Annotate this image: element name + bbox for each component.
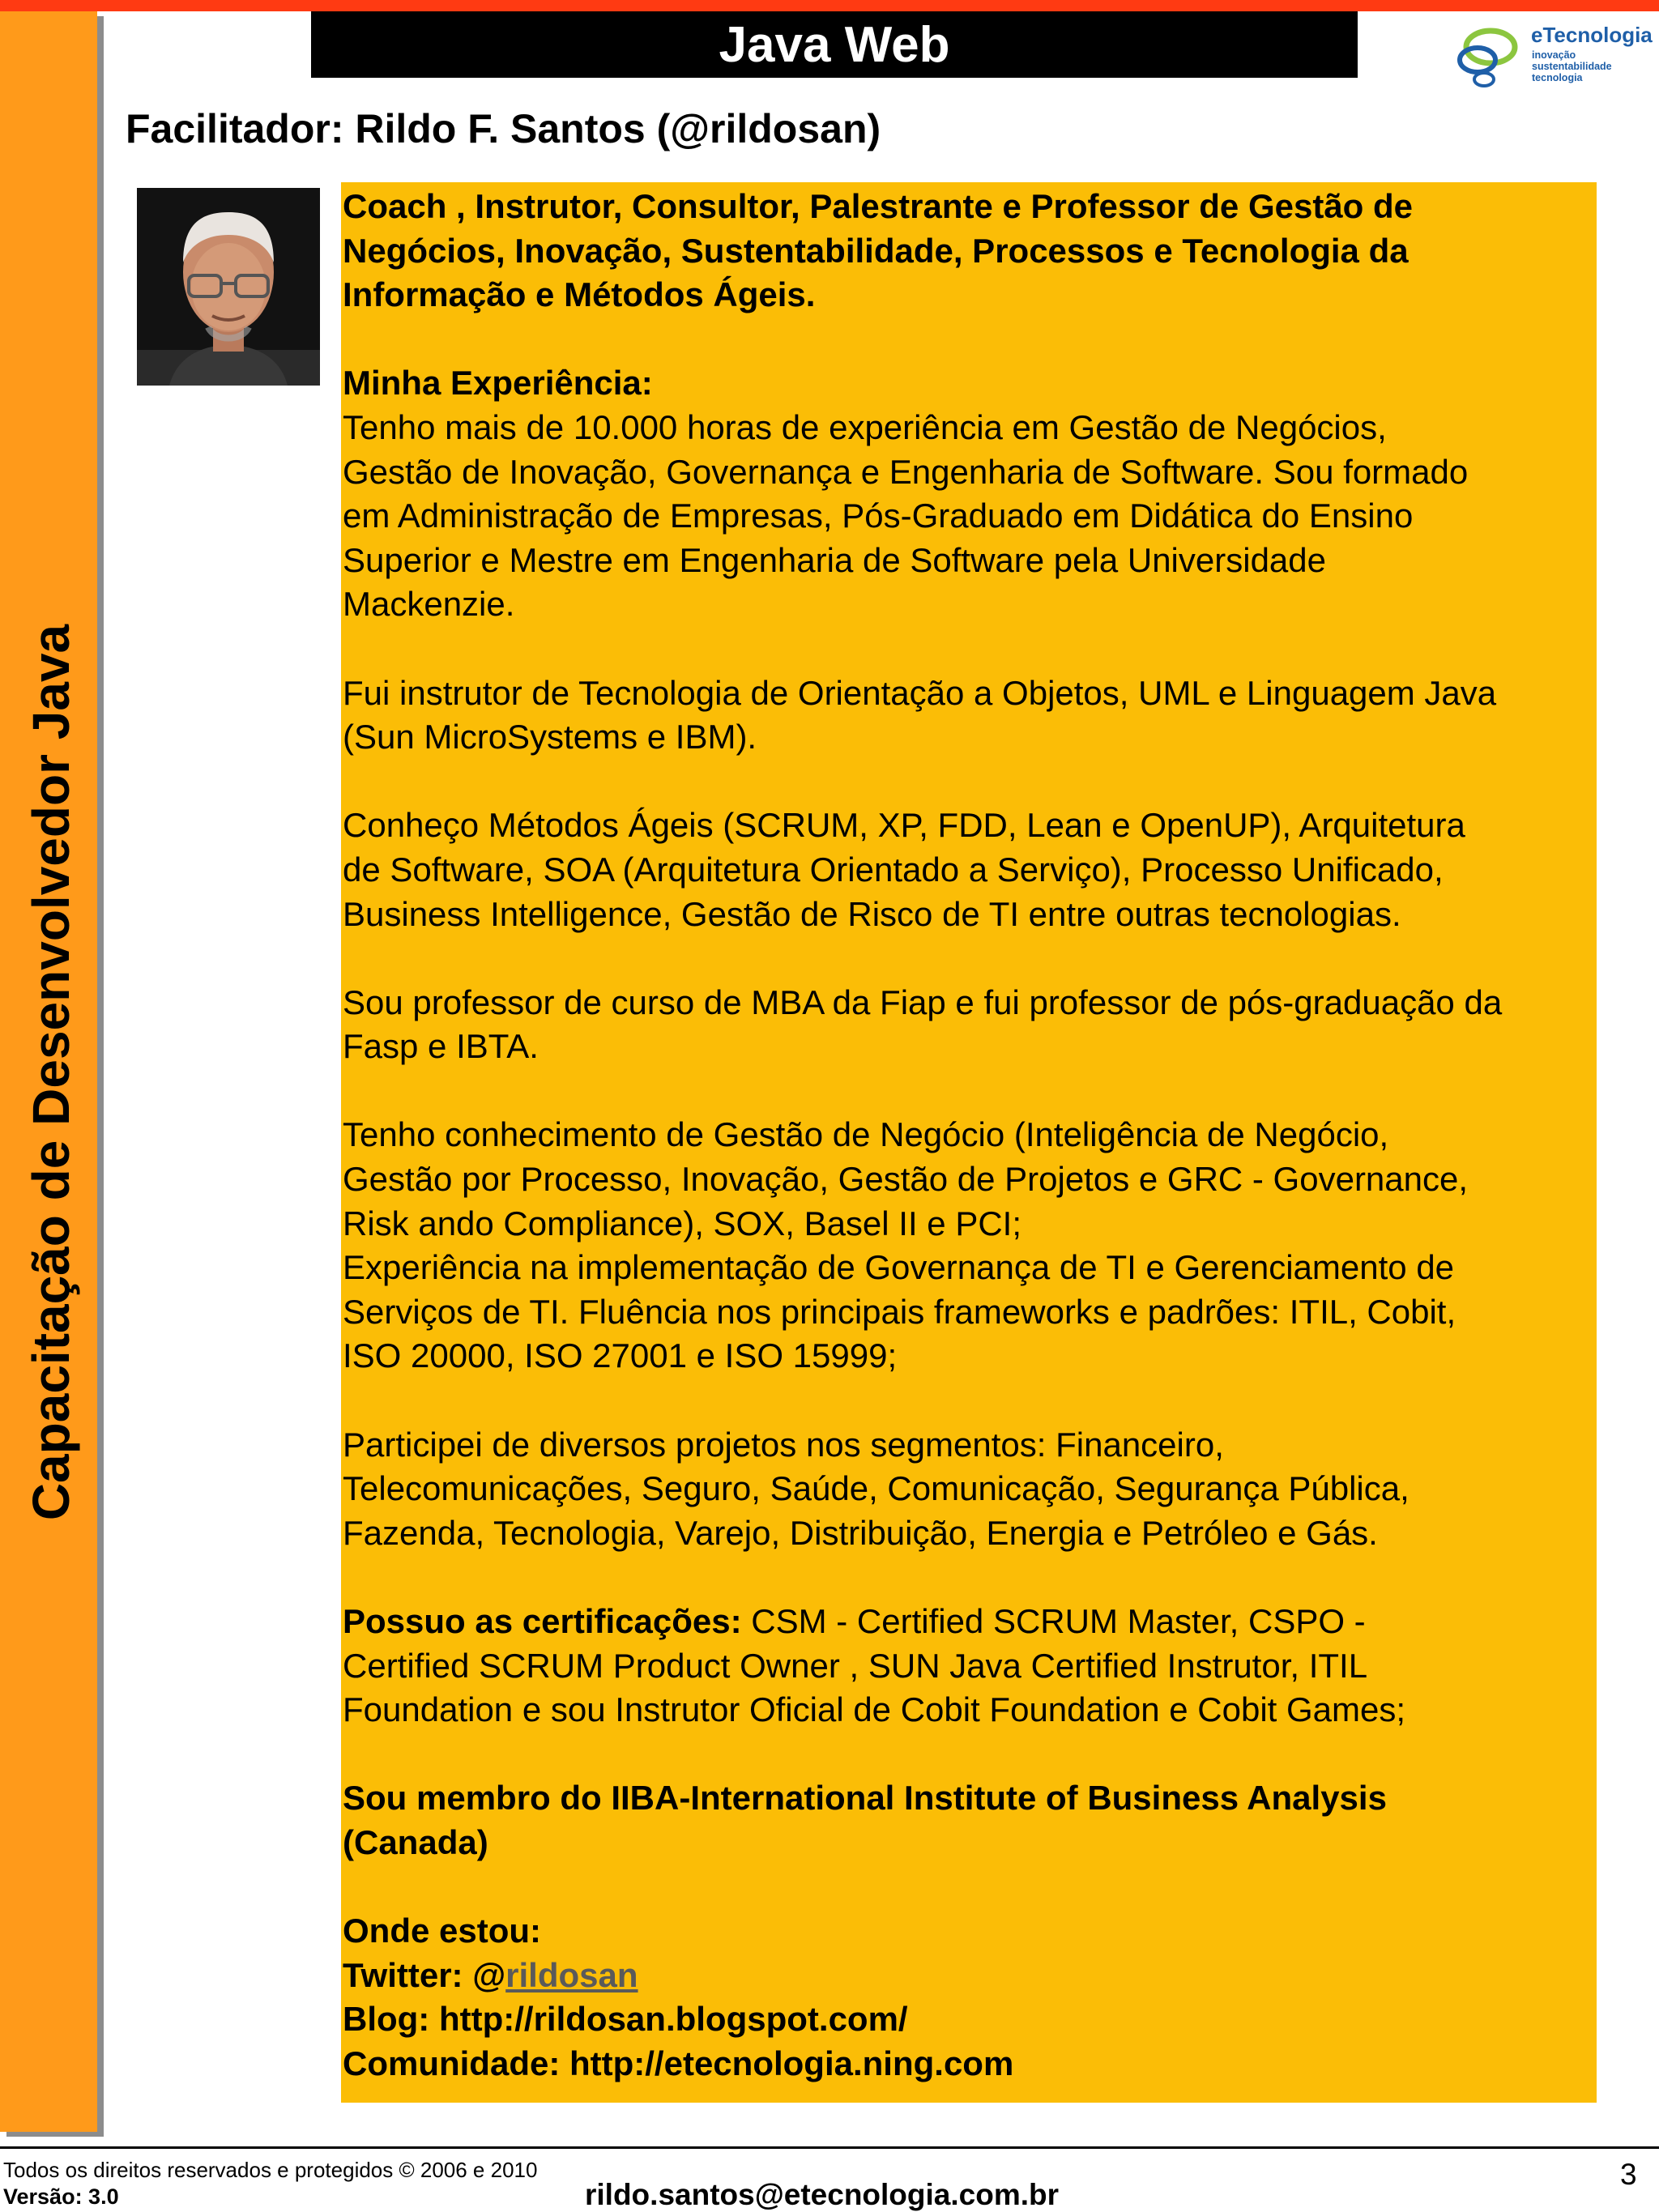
bio-intro-line: Negócios, Inovação, Sustentabilidade, Processos e Tecnologia da: [343, 231, 1409, 270]
bio-intro-line: Informação e Métodos Ágeis.: [343, 275, 816, 314]
logo-tagline-1: inovação: [1532, 49, 1576, 61]
etecnologia-logo: [1450, 18, 1653, 96]
bio-box: [341, 182, 1597, 2103]
methods-line: Business Intelligence, Gestão de Risco de TI entre outras tecnologias.: [343, 894, 1401, 933]
twitter-link[interactable]: rildosan: [505, 1955, 638, 1994]
sidebar-title: Capacitação de Desenvolvedor Java: [22, 624, 80, 1521]
member-line: (Canada): [343, 1822, 488, 1861]
certifications-label: Possuo as certificações:: [343, 1602, 742, 1640]
knowledge-line: Gestão por Processo, Inovação, Gestão de Projetos e GRC - Governance,: [343, 1160, 1469, 1199]
top-accent-bar: [0, 0, 1659, 11]
instructor-line: (Sun MicroSystems e IBM).: [343, 718, 757, 757]
experience-line: Mackenzie.: [343, 585, 515, 624]
experience-line: Tenho mais de 10.000 horas de experiência em Gestão de Negócios,: [343, 407, 1387, 446]
footer-copyright: Todos os direitos reservados e protegidos © 2006 e 2010: [3, 2158, 538, 2182]
logo-tagline-3: tecnologia: [1532, 72, 1583, 83]
professor-line: Sou professor de curso de MBA da Fiap e fui professor de pós-graduação da: [343, 982, 1503, 1021]
member-line: Sou membro do IIBA-International Institute of Business Analysis: [343, 1779, 1387, 1818]
bio-intro-line: Coach , Instrutor, Consultor, Palestrante e Professor de Gestão de: [343, 187, 1414, 225]
facilitator-photo: [137, 188, 320, 386]
experience-line: Gestão de Inovação, Governança e Engenharia de Software. Sou formado: [343, 452, 1469, 491]
projects-line: Fazenda, Tecnologia, Varejo, Distribuição, Energia e Petróleo e Gás.: [343, 1513, 1378, 1552]
twitter-line: [343, 1954, 1597, 1998]
footer-divider: [0, 2146, 1659, 2149]
instructor-line: Fui instrutor de Tecnologia de Orientação a Objetos, UML e Linguagem Java: [343, 673, 1497, 712]
page-number: 3: [1620, 2158, 1637, 2191]
footer-version: Versão: 3.0: [3, 2184, 119, 2209]
certifications-line: [343, 1600, 1597, 1644]
footer-email: rildo.santos@etecnologia.com.br: [585, 2178, 1060, 2211]
knowledge-line: Tenho conhecimento de Gestão de Negócio (Inteligência de Negócio,: [343, 1115, 1389, 1154]
experience-line: em Administração de Empresas, Pós-Graduado em Didática do Ensino: [343, 497, 1414, 535]
logo-tagline-2: sustentabilidade: [1532, 61, 1612, 72]
knowledge-line: Risk ando Compliance), SOX, Basel II e PCI;: [343, 1204, 1022, 1242]
sidebar: [0, 11, 97, 2132]
page-title: Java Web: [311, 11, 1358, 78]
facilitator-heading: Facilitador: Rildo F. Santos (@rildosan): [126, 106, 881, 151]
where-heading: Onde estou:: [343, 1912, 542, 1950]
experience-line: Superior e Mestre em Engenharia de Software pela Universidade: [343, 540, 1327, 579]
professor-line: Fasp e IBTA.: [343, 1027, 539, 1066]
twitter-label: Twitter: @: [343, 1955, 506, 1994]
certifications-line: Certified SCRUM Product Owner , SUN Java Certified Instrutor, ITIL: [343, 1646, 1368, 1685]
knowledge-line: Experiência na implementação de Governança de TI e Gerenciamento de: [343, 1248, 1455, 1287]
certifications-line: Foundation e sou Instrutor Oficial de Cobit Foundation e Cobit Games;: [343, 1690, 1406, 1729]
knowledge-line: ISO 20000, ISO 27001 e ISO 15999;: [343, 1336, 898, 1375]
logo-name: eTecnologia: [1531, 23, 1653, 47]
methods-line: Conheço Métodos Ágeis (SCRUM, XP, FDD, Lean e OpenUP), Arquitetura: [343, 806, 1465, 845]
experience-heading: Minha Experiência:: [343, 364, 653, 403]
certifications-text: CSM - Certified SCRUM Master, CSPO -: [741, 1602, 1366, 1640]
blog-line: Blog: http://rildosan.blogspot.com/: [343, 2000, 908, 2039]
community-line: Comunidade: http://etecnologia.ning.com: [343, 2044, 1014, 2082]
logo-rings-icon: [1450, 18, 1528, 96]
projects-line: Participei de diversos projetos nos segmentos: Financeiro,: [343, 1425, 1224, 1464]
projects-line: Telecomunicações, Seguro, Saúde, Comunicação, Segurança Pública,: [343, 1469, 1410, 1508]
knowledge-line: Serviços de TI. Fluência nos principais frameworks e padrões: ITIL, Cobit,: [343, 1292, 1456, 1331]
methods-line: de Software, SOA (Arquitetura Orientado a Serviço), Processo Unificado,: [343, 850, 1444, 889]
